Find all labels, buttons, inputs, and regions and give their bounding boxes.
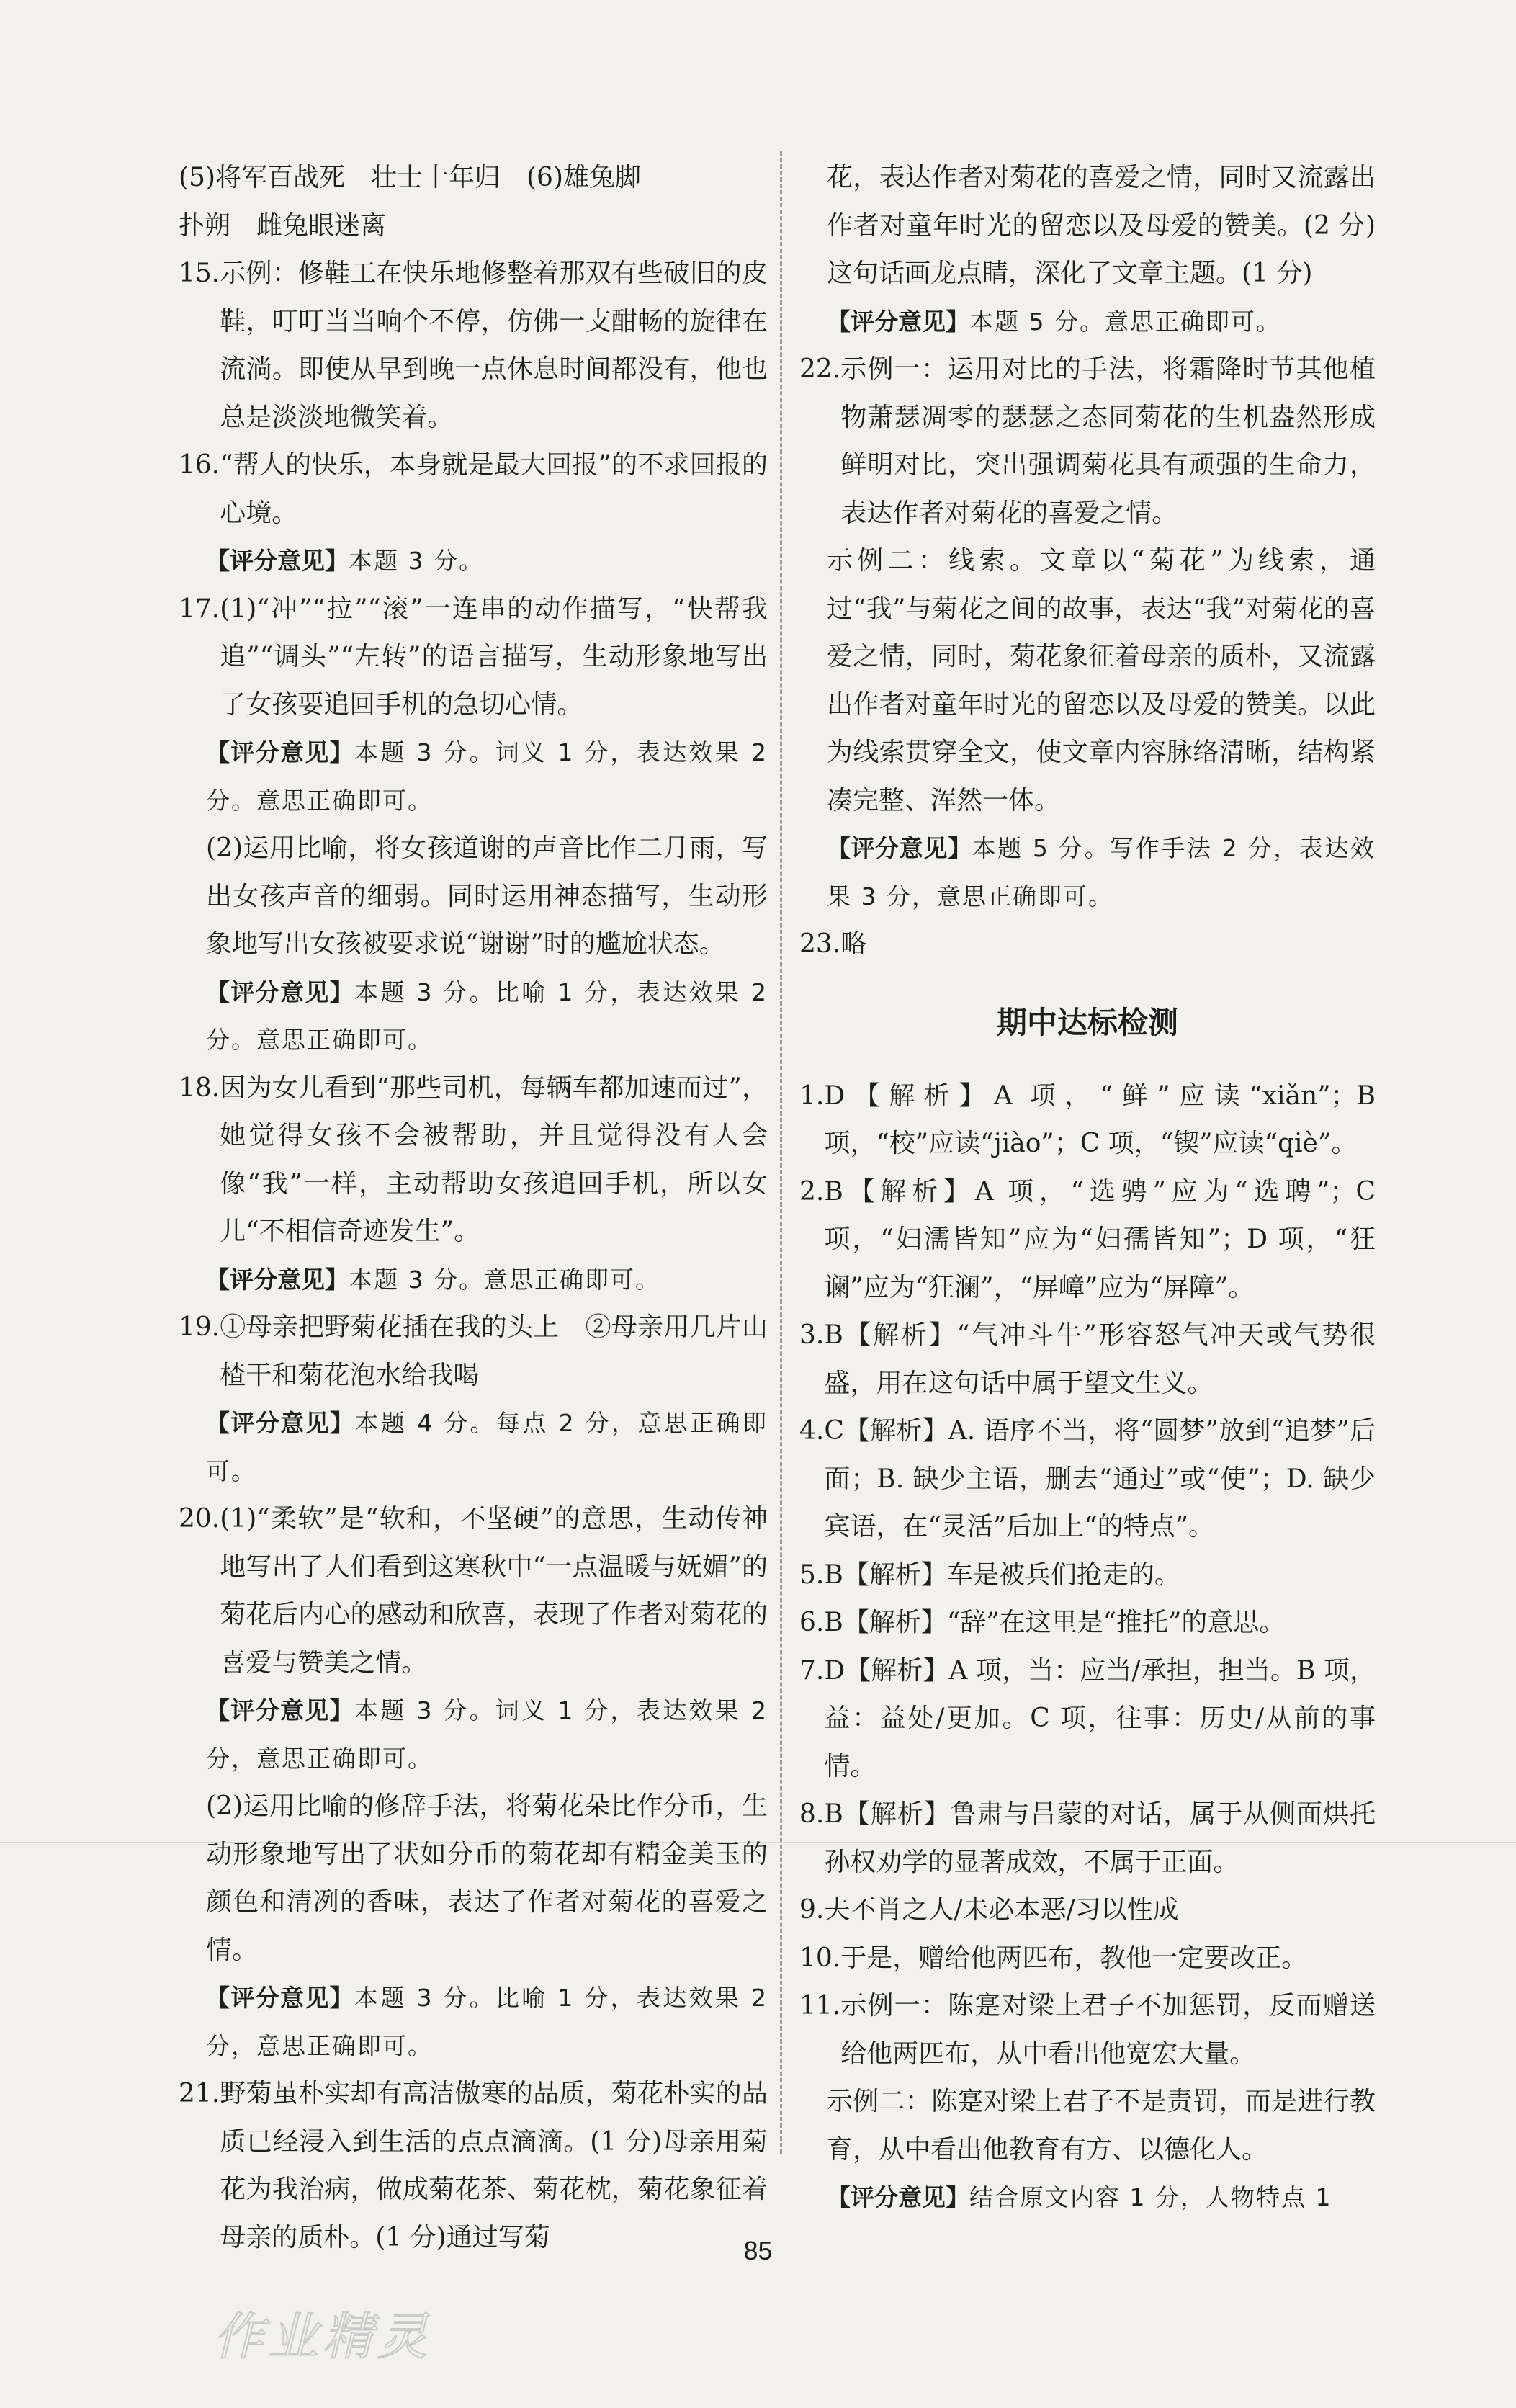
answer-continuation: 扑朔 雌兔眼迷离 xyxy=(179,210,387,241)
answer-item xyxy=(799,1647,1376,1791)
answer-number: 19. xyxy=(179,1312,220,1342)
answer-number: 1. xyxy=(799,1080,825,1111)
answer-number: 10. xyxy=(799,1943,841,1973)
answer-item xyxy=(179,250,768,442)
answer-continuation: 示例二：线索。文章以“菊花”为线索，通过“我”与菊花之间的故事，表达“我”对菊花的喜爱之情，同时，菊花象征着母亲的质朴，又流露出作者对童年时光的留恋以及母爱的赞美。以此为线索贯穿全文，使文章内容脉络清晰，结构紧凑完整、浑然一体。 xyxy=(827,546,1376,815)
watermark-logo: 作业精灵 xyxy=(213,2307,432,2366)
scoring-note xyxy=(799,2174,1376,2222)
answer-text: 野菊虽朴实却有高洁傲寒的品质，菊花朴实的品质已经浸入到生活的点点滴滴。(1 分)母亲用菊花为我治病，做成菊花茶、菊花枕，菊花象征着母亲的质朴。(1 分)通过写菊 xyxy=(220,2079,768,2252)
scoring-note-text: 本题 3 分。词义 1 分，表达效果 2 分，意思正确即可。 xyxy=(206,1696,768,1773)
answer-text: B【解析】“辞”在这里是“推托”的意思。 xyxy=(824,1608,1286,1637)
answer-item xyxy=(799,1886,1376,1935)
scoring-note-text: 本题 3 分。意思正确即可。 xyxy=(349,1265,660,1294)
answer-text: B【解析】鲁肃与吕蒙的对话，属于从侧面烘托孙权劝学的显著成效，不属于正面。 xyxy=(824,1799,1376,1877)
scoring-note-text: 本题 5 分。写作手法 2 分，表达效果 3 分，意思正确即可。 xyxy=(827,834,1376,910)
answer-number: 18. xyxy=(179,1073,220,1103)
scoring-note-text: 结合原文内容 1 分，人物特点 1 xyxy=(969,2183,1332,2211)
scoring-note xyxy=(179,1687,768,1783)
column-divider xyxy=(780,151,782,2154)
scoring-note xyxy=(179,969,768,1065)
answer-item xyxy=(799,921,1376,969)
answer-item xyxy=(179,1065,768,1256)
scoring-note xyxy=(179,1400,768,1495)
answer-item xyxy=(179,586,768,730)
scoring-note xyxy=(179,537,768,586)
answer-number: 17. xyxy=(179,594,220,624)
right-column-answers-midterm xyxy=(799,1073,1376,2222)
answer-item xyxy=(799,1791,1376,1886)
scoring-note-text: 本题 5 分。意思正确即可。 xyxy=(969,307,1281,336)
answer-item xyxy=(799,1168,1376,1312)
answer-number: 4. xyxy=(799,1416,825,1446)
answer-item xyxy=(179,1304,768,1400)
answer-text: (1)“柔软”是“软和，不坚硬”的意思，生动传神地写出了人们看到这寒秋中“一点温暖与妩媚”的菊花后内心的感动和欣喜，表现了作者对菊花的喜爱与赞美之情。 xyxy=(220,1504,768,1678)
answer-continuation: (5)将军百战死 壮士十年归 (6)雄兔脚 xyxy=(179,163,641,192)
answer-item xyxy=(799,1073,1376,1168)
scoring-note xyxy=(799,825,1376,921)
answer-text: D【解析】A 项，“鲜”应读“xiǎn”；B 项，“校”应读“jiào”；C 项，“锲”应读“qiè”。 xyxy=(824,1080,1376,1158)
answer-continuation: (2)运用比喻，将女孩道谢的声音比作二月雨，写出女孩声音的细弱。同时运用神态描写，生动形象地写出女孩被要求说“谢谢”时的尴尬状态。 xyxy=(206,833,768,959)
answer-item xyxy=(799,1407,1376,1552)
answer-item xyxy=(179,442,768,537)
answer-number: 16. xyxy=(179,450,220,480)
scoring-note-text: 本题 3 分。 xyxy=(349,547,484,575)
left-column xyxy=(179,154,768,2262)
scoring-note-label: 【评分意见】 xyxy=(206,1265,349,1294)
scoring-note xyxy=(179,1256,768,1304)
scoring-note-text: 本题 3 分。比喻 1 分，表达效果 2 分，意思正确即可。 xyxy=(206,1984,768,2060)
scoring-note-text: 本题 3 分。比喻 1 分，表达效果 2 分。意思正确即可。 xyxy=(206,977,768,1054)
answer-continuation: 花，表达作者对菊花的喜爱之情，同时又流露出作者对童年时光的留恋以及母爱的赞美。(2 分)这句话画龙点睛，深化了文章主题。(1 分) xyxy=(827,163,1376,288)
answer-number: 3. xyxy=(799,1320,825,1350)
scoring-note-label: 【评分意见】 xyxy=(206,1696,354,1724)
scoring-note-label: 【评分意见】 xyxy=(206,1409,355,1437)
scoring-note-label: 【评分意见】 xyxy=(206,977,354,1006)
page-number: 85 xyxy=(743,2236,773,2265)
answer-item xyxy=(799,1552,1376,1600)
answer-text: ①母亲把野菊花插在我的头上 ②母亲用几片山楂干和菊花泡水给我喝 xyxy=(220,1312,768,1390)
answer-number: 15. xyxy=(179,259,220,288)
scoring-note-label: 【评分意见】 xyxy=(827,2183,969,2211)
scoring-note xyxy=(799,298,1376,346)
answer-text: (1)“冲”“拉”“滚”一连串的动作描写，“快帮我追”“调头”“左转”的语言描写，生动形象地写出了女孩要追回手机的急切心情。 xyxy=(220,594,768,720)
answer-text: 于是，赠给他两匹布，教他一定要改正。 xyxy=(840,1943,1308,1973)
answer-item xyxy=(799,1982,1376,2078)
answer-text: C【解析】A. 语序不当，将“圆梦”放到“追梦”后面；B. 缺少主语，删去“通过”或“使”；D. 缺少宾语，在“灵活”后加上“的特点”。 xyxy=(824,1416,1376,1541)
scoring-note-label: 【评分意见】 xyxy=(206,547,349,575)
scoring-note xyxy=(179,1974,768,2070)
answer-text: B【解析】车是被兵们抢走的。 xyxy=(824,1559,1180,1590)
answer-number: 22. xyxy=(799,354,841,384)
scoring-note-label: 【评分意见】 xyxy=(827,307,969,336)
answer-item xyxy=(799,1312,1376,1407)
answer-continuation: (2)运用比喻的修辞手法，将菊花朵比作分币，生动形象地写出了状如分币的菊花却有精金美玉的颜色和清冽的香味，表达了作者对菊花的喜爱之情。 xyxy=(206,1791,768,1965)
answer-item xyxy=(799,1935,1376,1983)
answer-item xyxy=(179,2070,768,2262)
answer-text: 因为女儿看到“那些司机，每辆车都加速而过”，她觉得女孩不会被帮助，并且觉得没有人会像“我”一样，主动帮助女孩追回手机，所以女儿“不相信奇迹发生”。 xyxy=(220,1073,768,1246)
scoring-note-text: 本题 4 分。每点 2 分，意思正确即可。 xyxy=(206,1409,768,1485)
right-column xyxy=(799,154,1376,2222)
answer-item xyxy=(799,346,1376,537)
right-column-answers-top xyxy=(799,154,1376,969)
answer-number: 20. xyxy=(179,1504,220,1534)
answer-number: 5. xyxy=(799,1559,825,1590)
answer-text: 示例一：运用对比的手法，将霜降时节其他植物萧瑟凋零的瑟瑟之态同菊花的生机盎然形成鲜明对比，突出强调菊花具有顽强的生命力，表达作者对菊花的喜爱之情。 xyxy=(840,354,1376,528)
answer-item xyxy=(179,1495,768,1687)
answer-text: B【解析】A 项，“选骋”应为“选聘”；C 项，“妇濡皆知”应为“妇孺皆知”；D 项，“狂谰”应为“狂澜”，“屏嶂”应为“屏障”。 xyxy=(824,1176,1376,1302)
scoring-note-label: 【评分意见】 xyxy=(206,1984,354,2012)
answer-number: 9. xyxy=(799,1895,825,1925)
scoring-note xyxy=(179,729,768,825)
answer-continuation: 示例二：陈寔对梁上君子不是责罚，而是进行教育，从中看出他教育有方、以德化人。 xyxy=(827,2087,1376,2165)
answer-number: 6. xyxy=(799,1608,825,1637)
scoring-note-label: 【评分意见】 xyxy=(827,834,972,862)
answer-text: 示例一：陈寔对梁上君子不加惩罚，反而赠送给他两匹布，从中看出他宽宏大量。 xyxy=(840,1991,1376,2069)
answer-text: B【解析】“气冲斗牛”形容怒气冲天或气势很盛，用在这句话中属于望文生义。 xyxy=(824,1320,1376,1398)
answer-number: 7. xyxy=(799,1655,825,1686)
answer-number: 23. xyxy=(799,929,841,959)
answer-text: “帮人的快乐，本身就是最大回报”的不求回报的心境。 xyxy=(220,450,768,528)
answer-text: 示例：修鞋工在快乐地修整着那双有些破旧的皮鞋，叮叮当当响个不停，仿佛一支酣畅的旋律在流淌。即使从早到晚一点休息时间都没有，他也总是淡淡地微笑着。 xyxy=(220,259,768,432)
answer-number: 11. xyxy=(799,1991,841,2020)
scoring-note-text: 本题 3 分。词义 1 分，表达效果 2 分。意思正确即可。 xyxy=(206,738,768,815)
answer-text: 夫不肖之人/未必本恶/习以性成 xyxy=(824,1895,1179,1925)
answer-number: 21. xyxy=(179,2079,220,2108)
answer-text: 略 xyxy=(840,929,867,959)
scoring-note-label: 【评分意见】 xyxy=(206,738,354,766)
answer-text: D【解析】A 项，当：应当/承担，担当。B 项，益：益处/更加。C 项，往事：历史/从前的事情。 xyxy=(824,1655,1376,1781)
section-title: 期中达标检测 xyxy=(996,1004,1178,1040)
answer-number: 2. xyxy=(799,1176,825,1207)
answer-item xyxy=(799,1599,1376,1647)
answer-number: 8. xyxy=(799,1799,825,1829)
